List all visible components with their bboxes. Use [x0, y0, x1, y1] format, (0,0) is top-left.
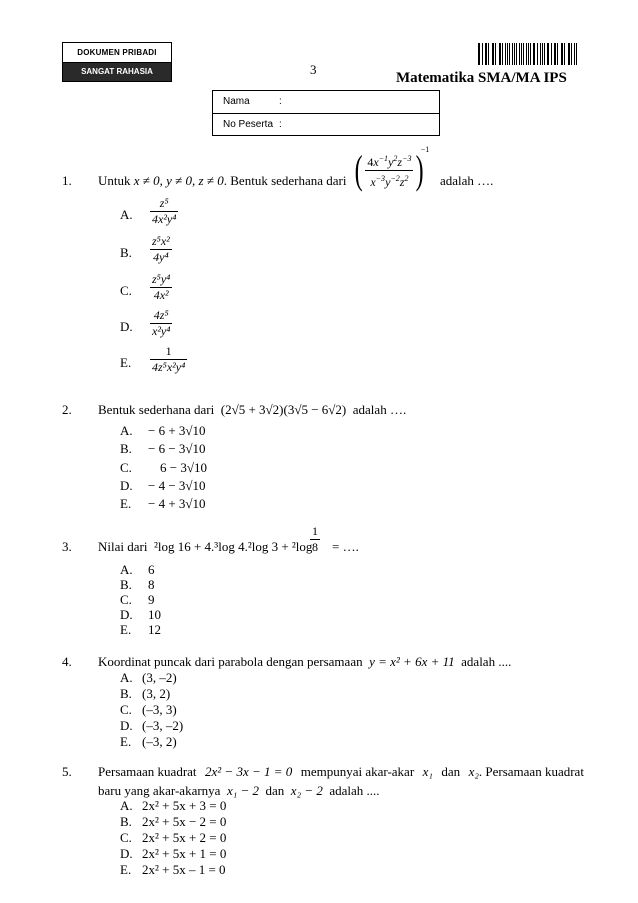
option-numerator: 1: [165, 344, 172, 358]
question-text-end: adalah ….: [352, 402, 407, 417]
question-text-part: dan: [441, 764, 461, 779]
question-fraction: [310, 524, 320, 555]
option-letter: C.: [120, 592, 132, 607]
option-letter: D.: [120, 478, 133, 493]
option-letter: E.: [120, 496, 132, 511]
option-value: 9: [148, 592, 155, 607]
option-letter: E.: [120, 622, 132, 637]
question-expression: ( $\frac{4x^{-1}y^2z^{-3}}{x^{-3}y^{-2}z^2}$ )$^{-1}$: [354, 144, 430, 192]
option-value: 10: [148, 607, 161, 622]
question-number: 5.: [62, 764, 72, 779]
question-text-part: Persamaan kuadrat: [98, 764, 197, 779]
option-fraction: [150, 272, 172, 303]
id-label: No Peserta: [223, 119, 274, 130]
option-value: 2x² + 5x + 2 = 0: [142, 830, 227, 845]
option-value: 12: [148, 622, 161, 637]
question-expression: ²log 16 + 4.³log 4.²log 3 + ²log: [153, 539, 313, 554]
fraction-denominator: 8: [312, 540, 318, 554]
option-letter: C.: [120, 460, 132, 475]
question-number: 1.: [62, 173, 72, 188]
subject-title: Matematika SMA/MA IPS: [396, 70, 567, 86]
option-value: − 6 + 3√10: [148, 423, 206, 438]
question-text-line2: [98, 783, 380, 799]
option-value: 2x² + 5x + 1 = 0: [142, 846, 227, 861]
new-root-two: x₂ − 2: [290, 783, 323, 798]
option-value: 6: [148, 562, 155, 577]
option-letter: A.: [120, 798, 133, 813]
option-value: 2x² + 5x + 3 = 0: [142, 798, 227, 813]
question-text-part: baru yang akar-akarnya: [98, 783, 221, 798]
question-text-end: = ….: [332, 539, 359, 554]
question-text-part: Koordinat puncak dari parabola dengan persamaan: [98, 654, 363, 669]
root-two: x₂: [468, 764, 479, 779]
question-text-part: Bentuk sederhana dari: [98, 402, 215, 417]
option-letter: B.: [120, 245, 132, 260]
document-label-box: [62, 42, 172, 82]
option-letter: A.: [120, 670, 133, 685]
doc-label: DOKUMEN PRIBADI: [63, 43, 171, 63]
option-value: − 4 + 3√10: [148, 496, 206, 511]
id-row: [213, 113, 439, 135]
question-text-end: . Persamaan kuadrat: [478, 764, 584, 779]
question-text: [98, 764, 584, 780]
secret-label: SANGAT RAHASIA: [63, 63, 171, 81]
new-root-one: x₁ − 2: [226, 783, 260, 798]
question-condition: x ≠ 0, y ≠ 0, z ≠ 0: [133, 173, 224, 188]
option-fraction: [150, 196, 178, 227]
option-value: (–3, 2): [142, 734, 177, 749]
option-letter: A.: [120, 207, 133, 222]
option-value: (–3, 3): [142, 702, 177, 717]
option-value: 2x² + 5x – 1 = 0: [142, 862, 226, 877]
page-number: 3: [310, 62, 317, 77]
option-denominator: 4x²: [150, 287, 172, 303]
question-text: [98, 654, 511, 670]
option-value: (3, –2): [142, 670, 177, 685]
option-letter: E.: [120, 734, 132, 749]
name-row: [213, 91, 439, 113]
option-letter: D.: [120, 718, 133, 733]
option-value: 6 − 3√10: [160, 460, 207, 475]
student-id-box: [212, 90, 440, 136]
barcode-icon: [478, 43, 578, 65]
option-value: − 6 − 3√10: [148, 441, 206, 456]
question-text: [98, 539, 312, 555]
option-letter: B.: [120, 686, 132, 701]
option-fraction: [150, 234, 172, 265]
option-letter: E.: [120, 862, 132, 877]
option-letter: A.: [120, 423, 133, 438]
question-text-end: adalah ....: [461, 654, 512, 669]
question-expression: 2x² − 3x − 1 = 0: [205, 764, 293, 779]
option-value: 8: [148, 577, 155, 592]
name-colon: :: [279, 96, 282, 107]
root-one: x₁: [422, 764, 433, 779]
fraction-numerator: 1: [312, 524, 318, 538]
question-text: [98, 173, 347, 189]
name-label: Nama: [223, 96, 250, 107]
option-letter: B.: [120, 814, 132, 829]
option-denominator: 4x²y⁴: [152, 212, 177, 226]
option-denominator: 4z⁵x²y⁴: [152, 360, 186, 374]
option-letter: C.: [120, 830, 132, 845]
option-value: (–3, –2): [142, 718, 184, 733]
question-expression: (2√5 + 3√2)(3√5 − 6√2): [220, 402, 347, 417]
option-letter: A.: [120, 562, 133, 577]
option-numerator: 4z⁵: [153, 308, 169, 322]
option-value: 2x² + 5x − 2 = 0: [142, 814, 227, 829]
question-number: 2.: [62, 402, 72, 417]
question-text-end: adalah ….: [440, 173, 494, 188]
option-letter: B.: [120, 441, 132, 456]
option-letter: C.: [120, 702, 132, 717]
option-numerator: z⁵: [159, 196, 169, 210]
option-letter: D.: [120, 846, 133, 861]
option-letter: D.: [120, 607, 133, 622]
option-letter: C.: [120, 283, 132, 298]
option-denominator: 4y⁴: [150, 249, 172, 265]
option-numerator: z⁵x²: [152, 234, 170, 248]
question-number: 3.: [62, 539, 72, 554]
option-letter: D.: [120, 319, 133, 334]
option-fraction: [150, 308, 172, 339]
question-text-end: adalah ....: [329, 783, 380, 798]
question-text-part: Nilai dari: [98, 539, 148, 554]
question-text-part: mempunyai akar-akar: [300, 764, 415, 779]
question-text-part: . Bentuk sederhana dari: [223, 173, 347, 188]
option-denominator: x²y⁴: [152, 324, 171, 338]
question-text-part: Untuk: [98, 173, 131, 188]
option-value: − 4 − 3√10: [148, 478, 206, 493]
option-value: (3, 2): [142, 686, 171, 701]
question-text-part: dan: [265, 783, 285, 798]
option-letter: B.: [120, 577, 132, 592]
option-letter: E.: [120, 355, 132, 370]
question-text: [98, 402, 406, 418]
option-fraction: [150, 344, 187, 375]
id-colon: :: [279, 119, 282, 130]
option-numerator: z⁵y⁴: [152, 272, 171, 286]
question-number: 4.: [62, 654, 72, 669]
question-expression: y = x² + 6x + 11: [369, 654, 455, 669]
